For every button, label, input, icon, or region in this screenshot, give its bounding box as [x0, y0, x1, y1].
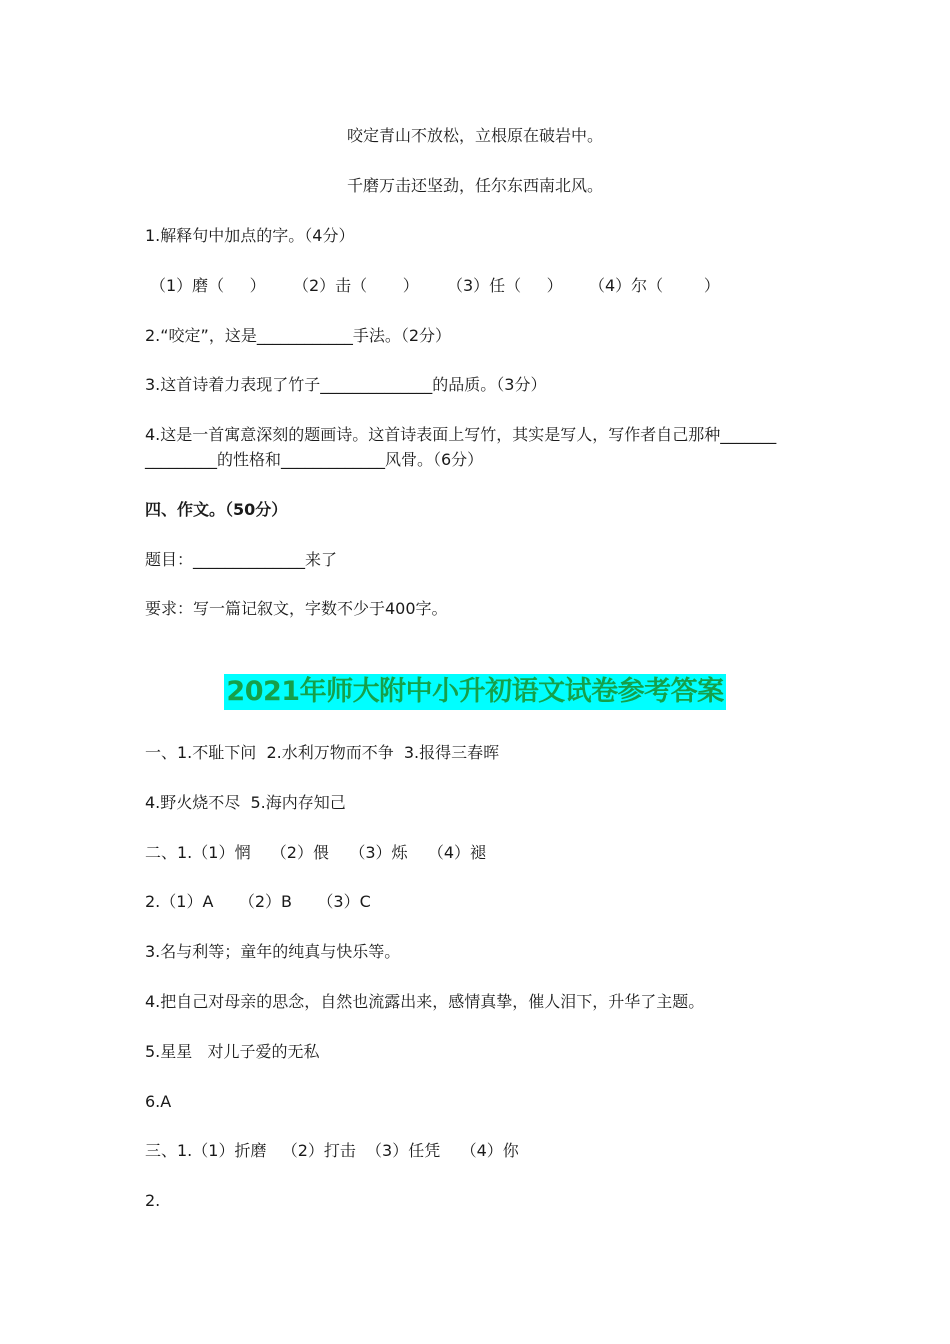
question-1-item: （1）磨（ ）	[150, 276, 266, 295]
question-4-line-1: 4.这是一首寓意深刻的题画诗。这首诗表面上写竹，其实是写人，写作者自己那种_______	[145, 425, 777, 444]
composition-topic: 题目：______________来了	[145, 550, 338, 569]
answer-line: 3.名与利等；童年的纯真与快乐等。	[145, 942, 401, 961]
answer-title-wrap	[0, 674, 950, 710]
question-4-line-2: _________的性格和_____________风骨。（6分）	[145, 450, 484, 469]
question-1-title: 1.解释句中加点的字。（4分）	[145, 226, 355, 245]
question-2: 2.“咬定”，这是____________手法。（2分）	[145, 326, 452, 345]
answer-title: 2021年师大附中小升初语文试卷参考答案	[224, 674, 725, 710]
question-1-item: （3）任（ ）	[447, 276, 563, 295]
answer-line: 4.野火烧不尽 5.海内存知己	[145, 793, 346, 812]
answer-line: 6.A	[145, 1092, 172, 1111]
question-1-item: （2）击（ ）	[293, 276, 419, 295]
composition-heading: 四、作文。（50分）	[145, 500, 288, 519]
answer-line: 4.把自己对母亲的思念，自然也流露出来，感情真挚，催人泪下，升华了主题。	[145, 992, 705, 1011]
poem-line-2: 千磨万击还坚劲，任尔东西南北风。	[346, 176, 603, 195]
answer-line: 一、1.不耻下问 2.水利万物而不争 3.报得三春晖	[145, 743, 500, 762]
answer-line: 2.（1）A （2）B （3）C	[145, 892, 371, 911]
answer-line: 二、1.（1）惘 （2）偎 （3）烁 （4）褪	[145, 843, 487, 862]
answer-line: 5.星星 对儿子爱的无私	[145, 1042, 320, 1061]
answer-line: 2.	[145, 1191, 161, 1210]
poem-line-1: 咬定青山不放松，立根原在破岩中。	[346, 126, 603, 145]
composition-requirement: 要求：写一篇记叙文，字数不少于400字。	[145, 599, 448, 618]
question-1-item: （4）尔（ ）	[589, 276, 720, 295]
question-3: 3.这首诗着力表现了竹子______________的品质。（3分）	[145, 375, 547, 394]
answer-line: 三、1.（1）折磨 （2）打击 （3）任凭 （4）你	[145, 1141, 519, 1160]
